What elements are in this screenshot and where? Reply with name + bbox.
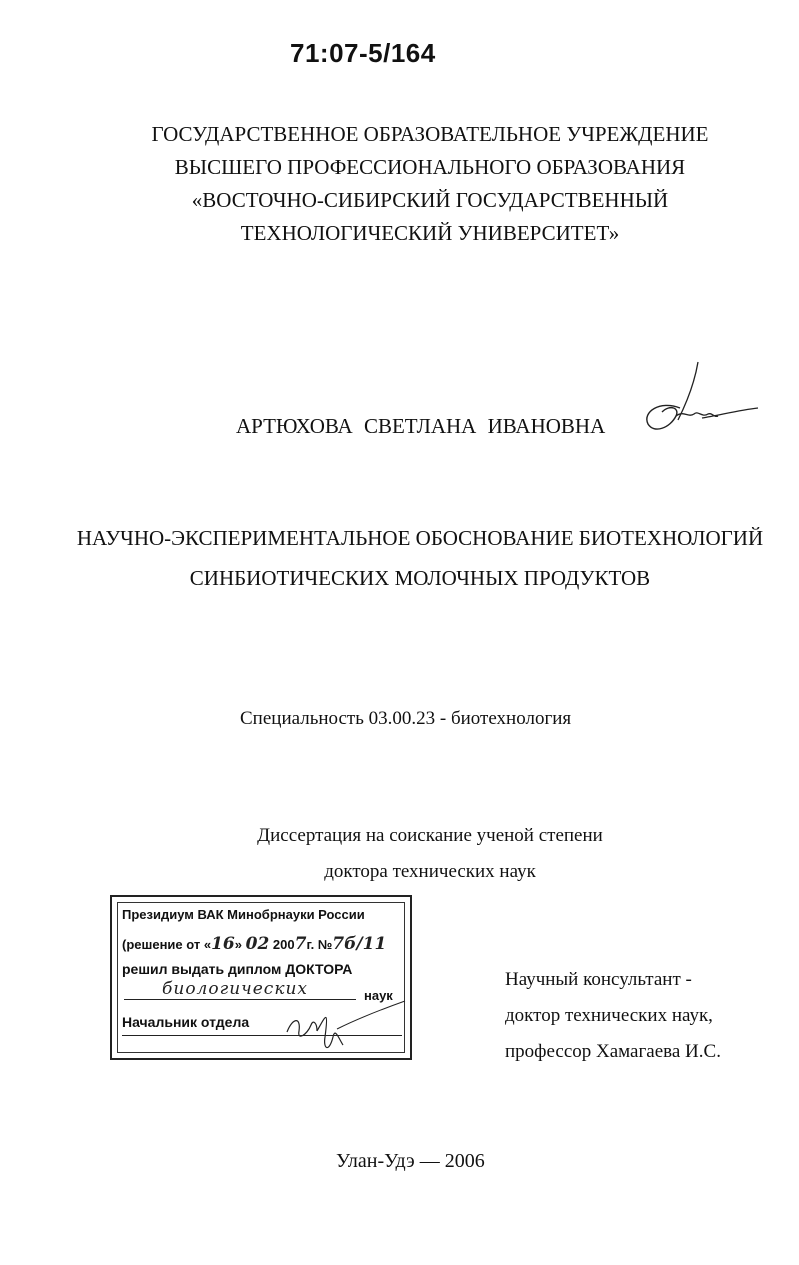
stamp-year-digit: 7 bbox=[294, 934, 307, 954]
title-line: НАУЧНО-ЭКСПЕРИМЕНТАЛЬНОЕ ОБОСНОВАНИЕ БИОТЕХНОЛОГИЙ bbox=[76, 526, 764, 550]
stamp-day: 16 bbox=[211, 934, 235, 954]
degree-line: доктора технических наук bbox=[324, 861, 536, 882]
stamp-line-diploma: решил выдать диплом ДОКТОРА bbox=[122, 961, 353, 977]
author-signature bbox=[640, 360, 760, 445]
stamp-year-suffix: г. № bbox=[306, 937, 333, 952]
organization-header bbox=[60, 118, 799, 250]
stamp-line-decision bbox=[122, 934, 386, 954]
stamp-head-signature bbox=[277, 997, 407, 1057]
stamp-decision-prefix: (решение от « bbox=[122, 937, 212, 952]
organization-line: ТЕХНОЛОГИЧЕСКИЙ УНИВЕРСИТЕТ» bbox=[240, 221, 620, 245]
city-year: Улан-Удэ — 2006 bbox=[336, 1150, 485, 1172]
document-code: 71:07-5/164 bbox=[290, 38, 436, 68]
stamp-year-prefix: 200 bbox=[272, 937, 295, 952]
organization-line: ГОСУДАРСТВЕННОЕ ОБРАЗОВАТЕЛЬНОЕ УЧРЕЖДЕНИЕ bbox=[151, 122, 709, 146]
consultant-line: Научный консультант - bbox=[505, 969, 692, 990]
specialty: Специальность 03.00.23 - биотехнология bbox=[240, 708, 572, 729]
consultant-line: доктор технических наук, bbox=[505, 1005, 713, 1026]
author-name: АРТЮХОВА СВЕТЛАНА ИВАНОВНА bbox=[236, 414, 606, 438]
stamp-month: 02 bbox=[245, 934, 270, 954]
scientific-consultant bbox=[505, 962, 721, 1070]
stamp-sep: » bbox=[234, 937, 242, 952]
stamp-line-presidium: Президиум ВАК Минобрнауки России bbox=[122, 907, 365, 922]
title-line: СИНБИОТИЧЕСКИХ МОЛОЧНЫХ ПРОДУКТОВ bbox=[189, 566, 651, 590]
stamp-number: 7б/11 bbox=[332, 934, 387, 954]
stamp-science-handwritten: биологических bbox=[162, 979, 309, 999]
vak-stamp bbox=[110, 895, 412, 1060]
organization-line: «ВОСТОЧНО-СИБИРСКИЙ ГОСУДАРСТВЕННЫЙ bbox=[191, 188, 669, 212]
dissertation-title bbox=[40, 518, 799, 598]
stamp-science-suffix: наук bbox=[364, 988, 393, 1003]
organization-line: ВЫСШЕГО ПРОФЕССИОНАЛЬНОГО ОБРАЗОВАНИЯ bbox=[174, 155, 686, 179]
stamp-head-label: Начальник отдела bbox=[122, 1014, 250, 1030]
degree-statement bbox=[200, 818, 660, 890]
consultant-line: профессор Хамагаева И.С. bbox=[505, 1041, 721, 1062]
degree-line: Диссертация на соискание ученой степени bbox=[257, 825, 603, 846]
